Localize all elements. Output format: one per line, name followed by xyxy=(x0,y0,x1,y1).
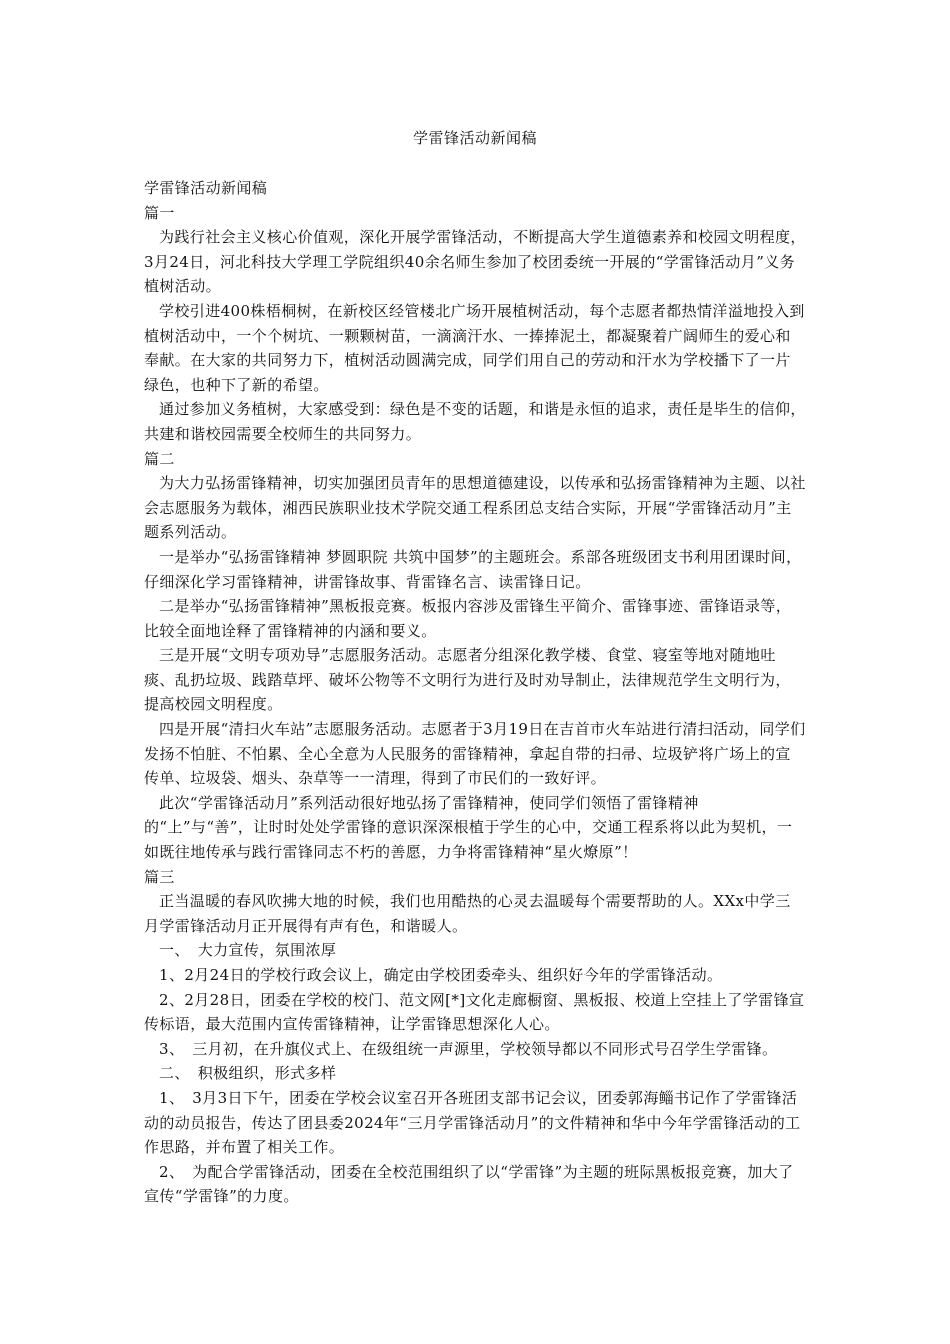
body-paragraph: 为大力弘扬雷锋精神，切实加强团员青年的思想道德建设，以传承和弘扬雷锋精神为主题、以社会志愿服务为载体，湘西民族职业技术学院交通工程系团总支结合实际，开展“学雷锋活动月”主题系列活动。 xyxy=(144,474,806,542)
document-title: 学雷锋活动新闻稿 xyxy=(412,129,537,147)
body-paragraph: 2、2月28日，团委在学校的校门、范文网[*]文化走廊橱窗、黑板报、校道上空挂上了学雷锋宣传标语，最大范围内宣传雷锋精神，让学雷锋思想深化人心。 xyxy=(144,990,805,1034)
body-paragraph: 3、 三月初，在升旗仪式上、在级组统一声源里，学校领导都以不同形式号召学生学雷锋。 xyxy=(159,1039,778,1058)
body-paragraph: 二是举办“弘扬雷锋精神”黑板报竞赛。板报内容涉及雷锋生平简介、雷锋事迹、雷锋语录等，比较全面地诠释了雷锋精神的内涵和要义。 xyxy=(144,597,792,640)
body-paragraph: 此次“学雷锋活动月”系列活动很好地弘扬了雷锋精神，使同学们领悟了雷锋精神的“上”与“善”，让时时处处学雷锋的意识深深根植于学生的心中，交通工程系将以此为契机，一如既往地传承与践行雷锋同志不朽的善愿，力争将雷锋精神“星火燎原”！ xyxy=(144,793,793,862)
body-paragraph: 1、2月24日的学校行政会议上，确定由学校团委牵头、组织好今年的学雷锋活动。 xyxy=(159,966,723,984)
body-paragraph: 四是开展“清扫火车站”志愿服务活动。志愿者于3月19日在吉首市火车站进行清扫活动，同学们发扬不怕脏、不怕累、全心全意为人民服务的雷锋精神，拿起自带的扫帚、垃圾铲将广场上的宣传单、垃圾袋、烟头、杂草等一一清理，得到了市民们的一致好评。 xyxy=(144,720,806,788)
section-heading: 篇二 xyxy=(144,449,175,468)
body-paragraph: 一、 大力宣传，氛围浓厚 xyxy=(159,941,337,960)
body-paragraph: 2、 为配合学雷锋活动，团委在全校范围组织了以“学雷锋”为主题的班际黑板报竞赛，加大了宣传“学雷锋”的力度。 xyxy=(144,1162,794,1206)
section-heading: 学雷锋活动新闻稿 xyxy=(144,179,268,197)
section-heading: 篇三 xyxy=(144,867,175,886)
document-body xyxy=(144,176,806,1209)
body-paragraph: 二、 积极组织，形式多样 xyxy=(159,1064,337,1083)
body-paragraph: 通过参加义务植树，大家感受到：绿色是不变的话题，和谐是永恒的追求，责任是毕生的信仰，共建和谐校园需要全校师生的共同努力。 xyxy=(144,400,806,443)
body-paragraph: 三是开展“文明专项劝导”志愿服务活动。志愿者分组深化教学楼、食堂、寝室等地对随地吐痰、乱扔垃圾、践踏草坪、破坏公物等不文明行为进行及时劝导制止，法律规范学生文明行为，提高校园文明程度。 xyxy=(144,646,791,714)
body-paragraph: 学校引进400株梧桐树，在新校区经管楼北广场开展植树活动，每个志愿者都热情洋溢地投入到植树活动中，一个个树坑、一颗颗树苗，一滴滴汗水、一捧捧泥土，都凝聚着广阔师生的爱心和奉献。在大家的共同努力下，植树活动圆满完成，同学们用自己的劳动和汗水为学校播下了一片绿色，也种下了新的希望。 xyxy=(144,301,805,394)
body-paragraph: 正当温暖的春风吹拂大地的时候，我们也用酷热的心灵去温暖每个需要帮助的人。XXx中学三月学雷锋活动月正开展得有声有色，和谐暖人。 xyxy=(144,892,791,935)
body-paragraph: 为践行社会主义核心价值观，深化开展学雷锋活动，不断提高大学生道德素养和校园文明程度，3月24日，河北科技大学理工学院组织40余名师生参加了校团委统一开展的“学雷锋活动月”义务植树活动。 xyxy=(144,228,806,296)
body-paragraph: 1、 3月3日下午，团委在学校会议室召开各班团支部书记会议，团委郭海鲻书记作了学雷锋活动的动员报告，传达了团县委2024年“三月学雷锋活动月”的文件精神和华中今年学雷锋活动的工作思路，并布置了相关工作。 xyxy=(144,1088,801,1157)
body-paragraph: 一是举办“弘扬雷锋精神 梦圆职院 共筑中国梦”的主题班会。系部各班级团支书利用团课时间，仔细深化学习雷锋精神，讲雷锋故事、背雷锋名言、读雷锋日记。 xyxy=(144,547,802,591)
section-heading: 篇一 xyxy=(144,203,175,222)
